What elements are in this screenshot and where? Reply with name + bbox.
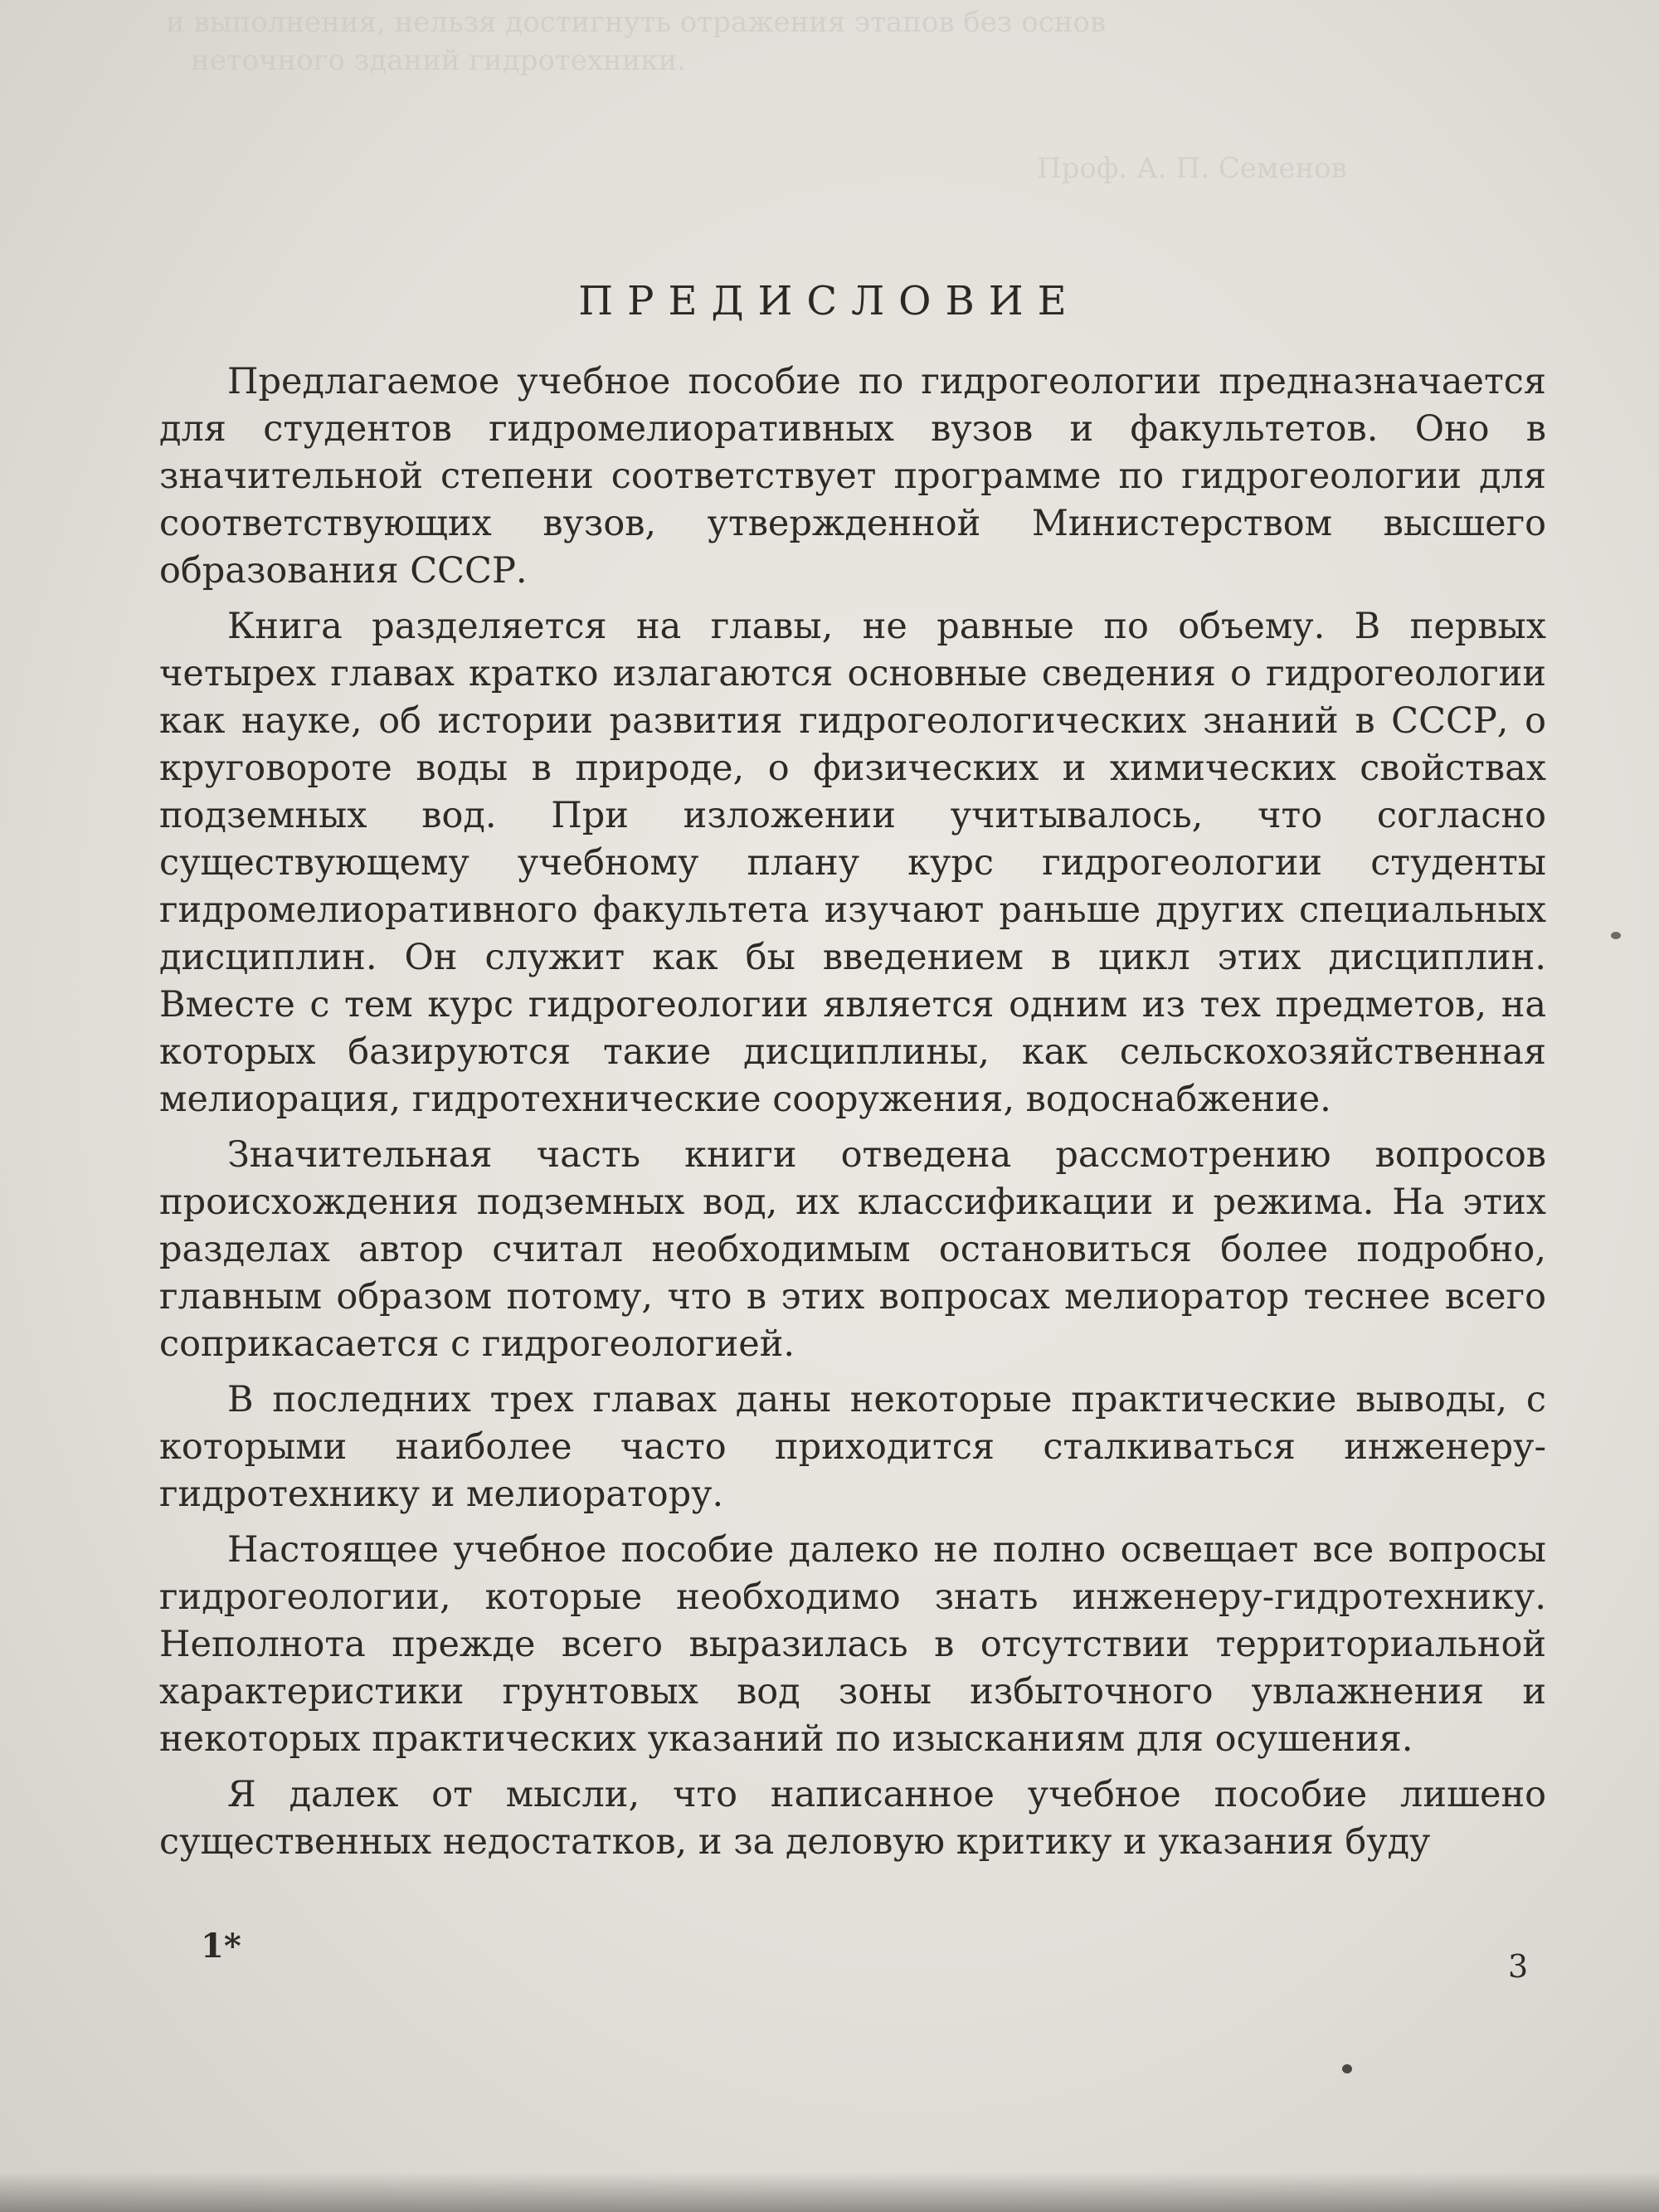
bleed-line-2: неточного зданий гидротехники. bbox=[191, 44, 687, 77]
paragraph-6: Я далек от мысли, что написанное учебное пособие лишено существенных недостатков, и за деловую критику и указания буду bbox=[159, 1774, 1546, 1863]
paragraph-3: Значительная часть книги отведена рассмотрению вопросов происхождения подземных вод, их классификации и режима. На этих разделах автор считал необходимым остановиться более подробно, главным образом потому, что в этих вопросах мелиоратор теснее всего соприкасается с гидрогеологией. bbox=[159, 1134, 1546, 1365]
page-title: ПРЕДИСЛОВИЕ bbox=[578, 278, 1081, 324]
paragraph-4: В последних трех главах даны некоторые практические выводы, с которыми наиболее часто приходится сталкиваться инженеру-гидротехнику и мелиоратору. bbox=[159, 1379, 1546, 1515]
bleed-line-3: Проф. А. П. Семенов bbox=[1037, 152, 1347, 185]
preface-body bbox=[159, 358, 1546, 1874]
page-number: 3 bbox=[1508, 1948, 1529, 1985]
bleed-through-text bbox=[166, 0, 1576, 185]
paragraph-1: Предлагаемое учебное пособие по гидрогеологии предназначается для студентов гидромелиоративных вузов и факультетов. Оно в значительной степени соответствует программе по гидрогеологии для соответствующих вузов, утвержденной Министерством высшего образования СССР. bbox=[159, 361, 1546, 592]
page-bottom-edge bbox=[0, 2172, 1659, 2212]
paragraph-5: Настоящее учебное пособие далеко не полно освещает все вопросы гидрогеологии, которые необходимо знать инженеру-гидротехнику. Неполнота прежде всего выразилась в отсутствии территориальной характеристики грунтовых вод зоны избыточного увлажнения и некоторых практических указаний по изысканиям для осушения. bbox=[159, 1529, 1546, 1760]
paper-speck bbox=[1342, 2064, 1352, 2073]
paper-speck bbox=[1611, 932, 1621, 939]
bleed-line-1: и выполнения, нельзя достигнуть отражения этапов без основ bbox=[166, 6, 1107, 39]
signature-mark: 1* bbox=[201, 1927, 241, 1966]
paragraph-2: Книга разделяется на главы, не равные по объему. В первых четырех главах кратко излагаются основные сведения о гидрогеологии как науке, об истории развития гидрогеологических знаний в СССР, о круговороте воды в природе, о физических и химических свойствах подземных вод. При изложении учитывалось, что согласно существующему учебному плану курс гидрогеологии студенты гидромелиоративного факультета изучают раньше других специальных дисциплин. Он служит как бы введением в цикл этих дисциплин. Вместе с тем курс гидрогеологии является одним из тех предметов, на которых базируются такие дисциплины, как сельскохозяйственная мелиорация, гидротехнические сооружения, водоснабжение. bbox=[159, 606, 1546, 1120]
